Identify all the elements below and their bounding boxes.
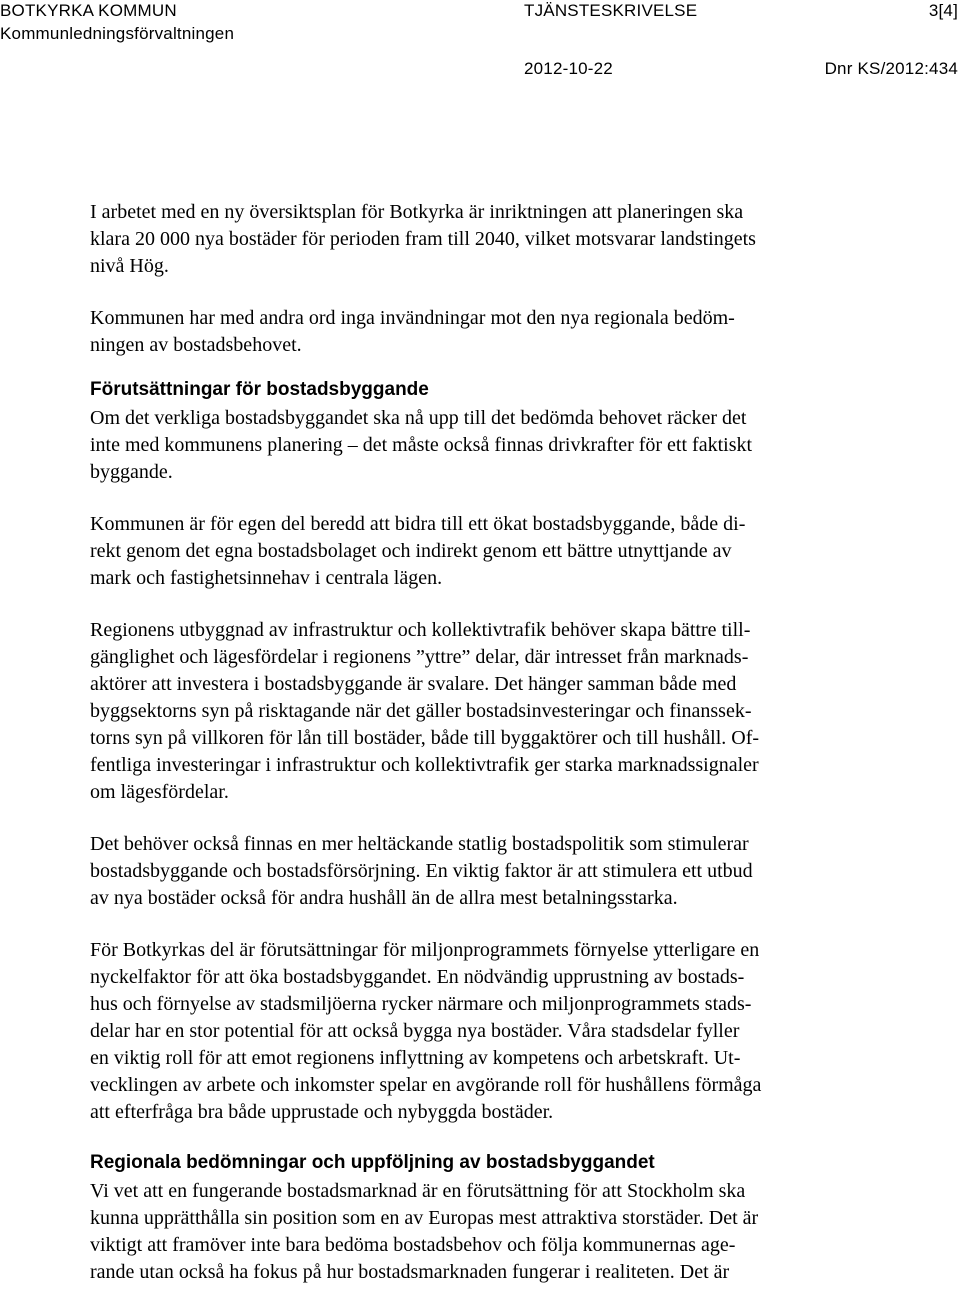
paragraph <box>90 1178 880 1286</box>
document-date: 2012-10-22 <box>524 59 613 78</box>
paragraph-line: nivå Hög. <box>90 255 169 277</box>
paragraph-line: I arbetet med en ny översiktsplan för Botkyrka är inriktningen att planeringen ska <box>90 201 744 223</box>
paragraph-line: byggande. <box>90 461 173 483</box>
document-body <box>90 199 880 1311</box>
department-name: Kommunledningsförvaltningen <box>0 24 235 43</box>
paragraph-line: bostadsbyggande och bostadsförsörjning. En viktig faktor är att stimulera ett utbud <box>90 860 753 882</box>
paragraph-line: hus och förnyelse av stadsmiljöerna rycker närmare och miljonprogrammets stads- <box>90 993 752 1015</box>
paragraph-line: klara 20 000 nya bostäder för perioden fram till 2040, vilket motsvarar landstingets <box>90 228 756 250</box>
paragraph <box>90 511 880 592</box>
paragraph-line: Det behöver också finnas en mer heltäckande statlig bostadspolitik som stimulerar <box>90 833 749 855</box>
paragraph-line: om lägesfördelar. <box>90 781 229 803</box>
paragraph-line: viktigt att framöver inte bara bedöma bostadsbehov och följa kommunernas age- <box>90 1234 736 1256</box>
paragraph-line: aktörer att investera i bostadsbyggande är svalare. Det hänger samman både med <box>90 673 737 695</box>
paragraph-line: rekt genom det egna bostadsbolaget och indirekt genom ett bättre utnyttjande av <box>90 540 732 562</box>
paragraph <box>90 199 880 280</box>
paragraph <box>90 617 880 806</box>
paragraph-line: gänglighet och lägesfördelar i regionens ”yttre” delar, där intresset från marknads- <box>90 646 749 668</box>
paragraph <box>90 831 880 912</box>
document-type: TJÄNSTESKRIVELSE <box>524 1 698 20</box>
paragraph-line: ningen av bostadsbehovet. <box>90 334 302 356</box>
paragraph-line: att efterfråga bra både upprustade och nybyggda bostäder. <box>90 1101 554 1123</box>
document-dnr: Dnr KS/2012:434 <box>824 59 958 78</box>
paragraph-line: torns syn på villkoren för lån till bostäder, både till byggaktörer och till hushåll. Of- <box>90 727 760 749</box>
paragraph-line: byggsektorns syn på risktagande när det gäller bostadsinvesteringar och finanssek- <box>90 700 752 722</box>
paragraph-line: en viktig roll för att emot regionens inflyttning av kompetens och arbetskraft. Ut- <box>90 1047 741 1069</box>
paragraph-line: Om det verkliga bostadsbyggandet ska nå upp till det bedömda behovet räcker det <box>90 407 747 429</box>
paragraph-line: kunna upprätthålla sin position som en av Europas mest attraktiva storstäder. Det är <box>90 1207 759 1229</box>
section-heading: Förutsättningar för bostadsbyggande <box>90 379 429 400</box>
paragraph-line: rande utan också ha fokus på hur bostadsmarknaden fungerar i realiteten. Det är <box>90 1261 730 1283</box>
paragraph-line: inte med kommunens planering – det måste också finnas drivkrafter för ett faktiskt <box>90 434 753 456</box>
paragraph-line: Regionens utbyggnad av infrastruktur och kollektivtrafik behöver skapa bättre till- <box>90 619 751 641</box>
paragraph-line: Kommunen har med andra ord inga invändningar mot den nya regionala bedöm- <box>90 307 735 329</box>
paragraph <box>90 937 880 1126</box>
paragraph-line: mark och fastighetsinnehav i centrala lägen. <box>90 567 443 589</box>
paragraph-line: vecklingen av arbete och inkomster spelar en avgörande roll för hushållens förmåga <box>90 1074 762 1096</box>
paragraph-line: Vi vet att en fungerande bostadsmarknad är en förutsättning för att Stockholm ska <box>90 1180 746 1202</box>
paragraph-line: fentliga investeringar i infrastruktur och kollektivtrafik ger starka marknadssignaler <box>90 754 759 776</box>
paragraph-line: delar har en stor potential för att också bygga nya bostäder. Våra stadsdelar fyller <box>90 1020 740 1042</box>
municipality-name: BOTKYRKA KOMMUN <box>0 1 177 20</box>
page-number: 3[4] <box>928 1 958 20</box>
paragraph <box>90 405 880 486</box>
section-heading: Regionala bedömningar och uppföljning av bostadsbyggandet <box>90 1152 655 1173</box>
paragraph <box>90 305 880 359</box>
paragraph-line: Kommunen är för egen del beredd att bidra till ett ökat bostadsbyggande, både di- <box>90 513 746 535</box>
paragraph-line: av nya bostäder också för andra hushåll än de allra mest betalningsstarka. <box>90 887 678 909</box>
paragraph-line: nyckelfaktor för att öka bostadsbyggandet. En nödvändig upprustning av bostads- <box>90 966 745 988</box>
paragraph-line: För Botkyrkas del är förutsättningar för miljonprogrammets förnyelse ytterligare en <box>90 939 760 961</box>
